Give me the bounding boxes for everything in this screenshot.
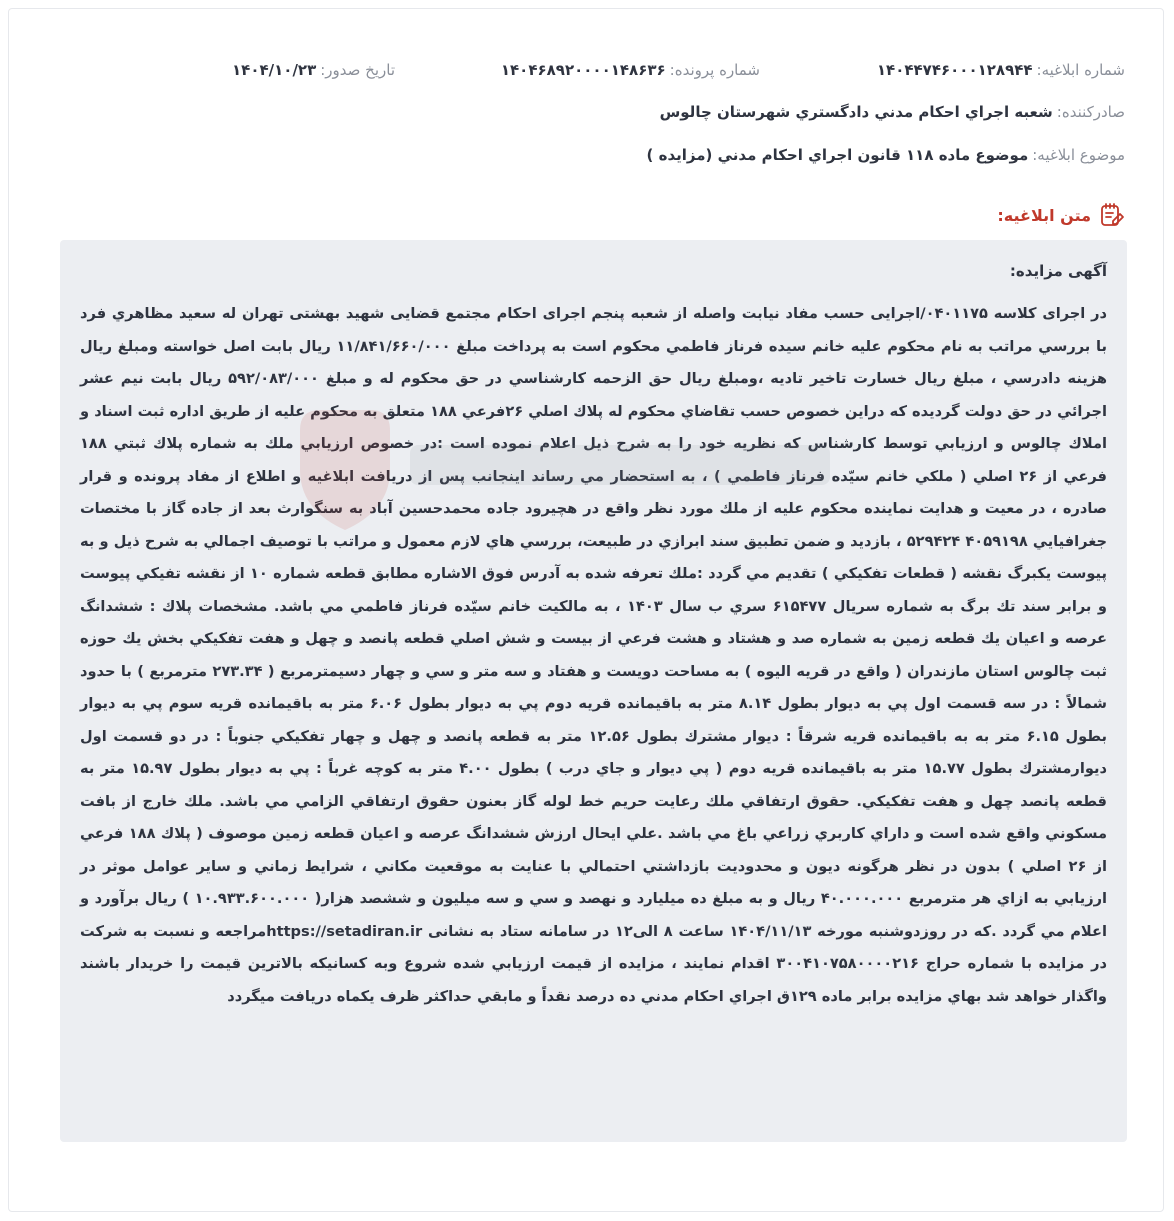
meta-row-issuer	[47, 100, 1125, 124]
case-number-label: شماره پرونده:	[669, 61, 760, 79]
notice-text-panel	[60, 240, 1127, 1142]
notice-number-field	[877, 61, 1125, 79]
issue-date-field	[232, 61, 395, 79]
notice-section-header	[997, 201, 1125, 229]
meta-row-subject	[47, 143, 1125, 167]
notice-card	[8, 8, 1164, 1212]
subject-value: موضوع ماده ۱۱۸ قانون اجراي احكام مدني (مزايده )	[646, 146, 1029, 164]
issue-date-label: تاریخ صدور:	[320, 61, 395, 79]
case-number-field	[501, 61, 760, 79]
notice-section-title: متن ابلاغیه:	[997, 205, 1091, 225]
notice-number-value: ۱۴۰۴۴۷۴۶۰۰۰۱۲۸۹۴۴	[876, 61, 1033, 79]
notice-number-label: شماره ابلاغیه:	[1036, 61, 1125, 79]
note-edit-icon	[1099, 202, 1125, 228]
case-number-value: ۱۴۰۴۶۸۹۲۰۰۰۰۱۴۸۶۳۶	[500, 61, 666, 79]
issuer-label: صادرکننده:	[1056, 103, 1125, 121]
meta-row-numbers	[47, 58, 1125, 82]
issuer-field	[660, 103, 1125, 121]
notice-heading: آگهی مزایده:	[1009, 262, 1107, 280]
subject-field	[647, 146, 1125, 164]
issuer-value: شعبه اجراي احكام مدني دادگستري شهرستان چالوس	[659, 103, 1053, 121]
notice-body-text: در اجرای کلاسه ۰۴۰۱۱۷۵/اجرایی حسب مفاد نيابت واصله از شعبه پنجم اجرای احکام مجتمع قضايی شهيد بهشتی تهران له سعيد مظاهري فرد با بررسي مراتب به نام محكوم عليه خانم سيده فرناز فاطمي محكوم است به پرداخت مبلغ ۱۱/۸۴۱/۶۶۰/۰۰۰ ريال بابت اصل خواسته ومبلغ ريال هزينه دادرسي ، مبلغ ريال خسارت تاخير تاديه ،ومبلغ ريال حق الزحمه كارشناسي در حق محكوم له و مبلغ ۵۹۲/۰۸۳/۰۰۰ ريال بابت نيم عشر اجرائي در حق دولت گرديده كه دراين خصوص حسب تقاضاي محكوم له پلاك اصلي ۲۶فرعي ۱۸۸ متعلق به محكوم عليه از طريق اداره ثبت اسناد و املاك چالوس و ارزيابي توسط كارشناس كه نظريه خود را به شرح ذيل اعلام نموده است :در خصوص ارزيابي ملك به شماره پلاك ثبتي ۱۸۸ فرعي از ۲۶ اصلي ( ملكي خانم سيّده فرناز فاطمي ) ، به استحضار مي رساند اينجانب پس از دريافت ابلاغيه و اطلاع از مفاد پرونده و قرار صادره ، در معيت و هدايت نماينده محكوم عليه از ملك مورد نظر واقع در هچيرود جاده محمدحسين آباد به سنگوارث بعد از جاده گاز با مختصات جغرافيايي ۴۰۵۹۱۹۸ ۵۲۹۴۲۴ ، بازديد و ضمن تطبيق سند ابرازي در طبيعت، بررسي هاي لازم معمول و مراتب با توصيف اجمالي به شرح ذيل و به پيوست يكبرگ نقشه ( قطعات تفكيكي ) تقديم مي گردد :ملك تعرفه شده به آدرس فوق الاشاره مطابق قطعه شماره ۱۰ از نقشه تفيكي پيوست و برابر سند تك برگ به شماره سريال ۶۱۵۴۷۷ سري ب سال ۱۴۰۳ ، به مالكيت خانم سيّده فرناز فاطمي مي باشد. مشخصات پلاك : ششدانگ عرصه و اعيان يك قطعه زمين به شماره صد و هشتاد و هشت فرعي از بيست و شش اصلي قطعه پانصد و چهل و هفت تفكيكي بخش يك حوزه ثبت چالوس استان مازندران ( واقع در قريه اليوه ) به مساحت دويست و هفتاد و سه متر و سي و چهار دسيمترمربع ( ۲۷۳.۳۴ مترمربع ) با حدود شمالاً : در سه قسمت اول پي به ديوار بطول ۸.۱۴ متر به باقيمانده قريه دوم پي به ديوار بطول ۶.۰۶ متر به باقيمانده قريه سوم پي به ديوار بطول ۶.۱۵ متر به به باقيمانده قريه شرقاً : ديوار مشترك بطول ۱۲.۵۶ متر به قطعه پانصد و چهل و چهار تفكيكي جنوباً : در دو قسمت اول ديوارمشترك بطول ۱۵.۷۷ متر به باقيمانده قريه دوم ( پي ديوار و جاي درب ) بطول ۴.۰۰ متر به كوچه غرباً : پي به ديوار بطول ۱۵.۹۷ متر به قطعه پانصد چهل و هفت تفكيكي. حقوق ارتفاقي ملك رعايت حريم خط لوله گاز بعنون حقوق ارتفاقي الزامي مي باشد. ملك خارج از بافت مسكوني واقع شده است و داراي كاربري زراعي باغ مي باشد .علي ايحال ارزش ششدانگ عرصه و اعيان قطعه زمين موصوف ( پلاك ۱۸۸ فرعي از ۲۶ اصلي ) بدون در نظر هرگونه ديون و محدوديت بازداشتي احتمالي با عنايت به موقعيت مكاني ، شرايط زماني و ساير عوامل موثر در ارزيابي به ازاي هر مترمربع ۴۰.۰۰۰.۰۰۰ ريال و به مبلغ ده ميليارد و نهصد و سي و سه ميليون و ششصد هزار( ۱۰.۹۳۳.۶۰۰.۰۰۰ ) ريال برآورد و اعلام مي گردد .كه در روزدوشنبه مورخه ۱۴۰۴/۱۱/۱۳ ساعت ۸ الی۱۲ در سامانه ستاد به نشانی https://setadiran.irمراجعه و نسبت به شركت در مزايده با شماره حراج ۳۰۰۴۱۰۷۵۸۰۰۰۰۲۱۶ اقدام نمايند ، مزايده از قيمت ارزيابي شده شروع وبه كسانيكه بالاترين قيمت را خريدار باشند واگذار خواهد شد بهاي مزايده برابر ماده ۱۲۹ق اجراي احكام مدني ده درصد نقداً و مابقي حداكثر ظرف يكماه دريافت ميگردد	[80, 305, 1108, 1005]
issue-date-value: ۱۴۰۴/۱۰/۲۳	[232, 61, 317, 79]
subject-label: موضوع ابلاغیه:	[1032, 146, 1125, 164]
